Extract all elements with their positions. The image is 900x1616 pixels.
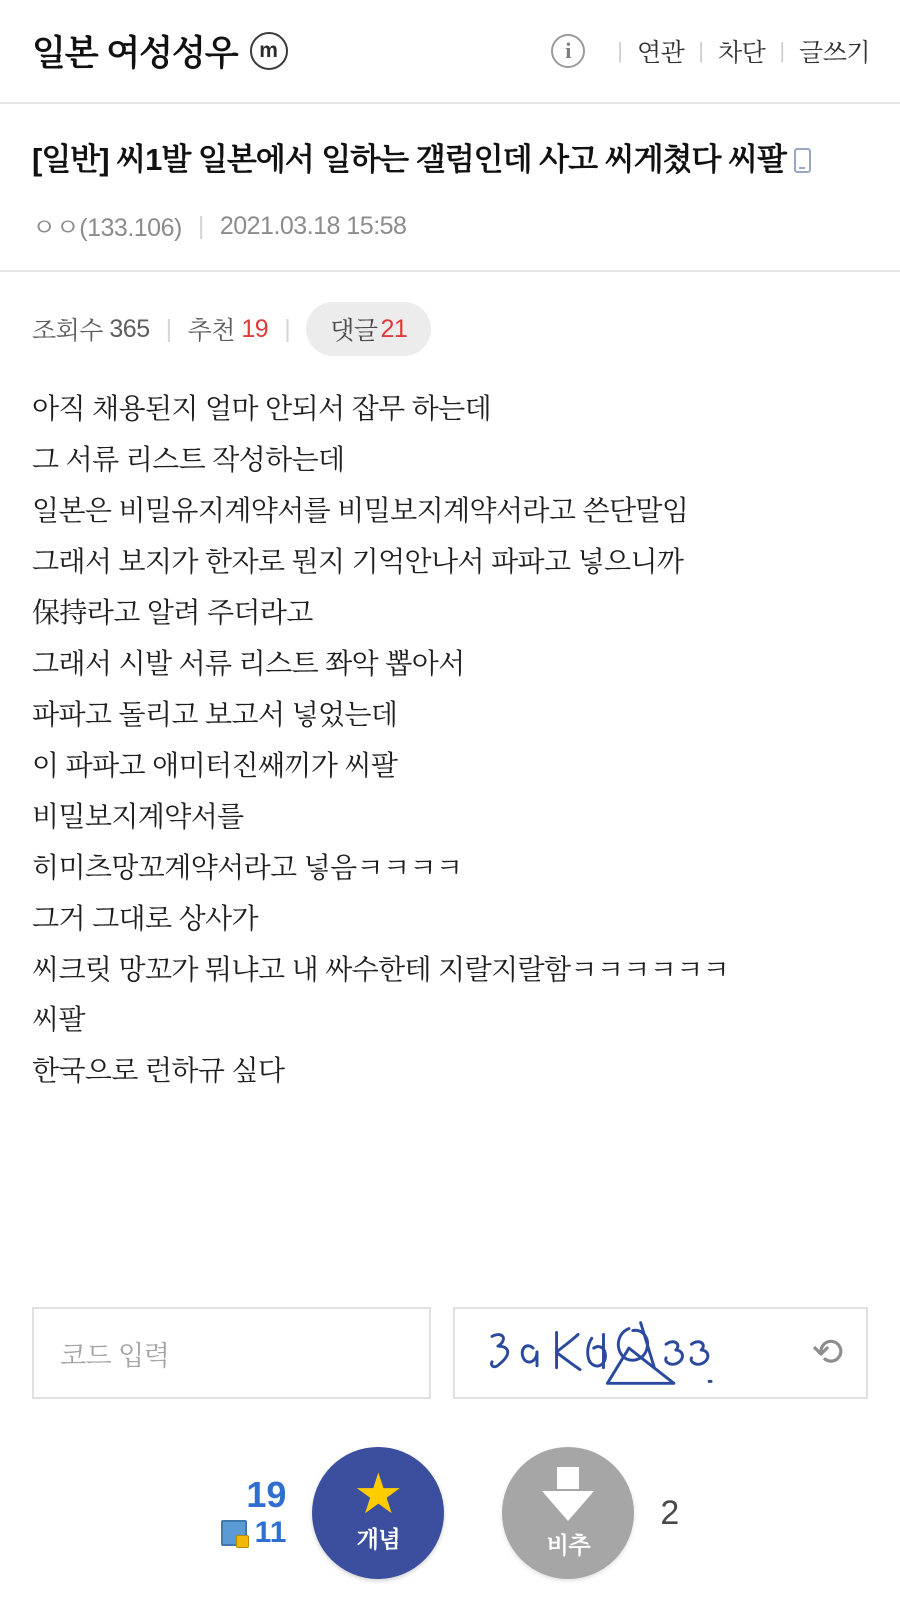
arrow-down-stem-icon [557,1467,579,1489]
post-meta [32,208,868,244]
arrow-down-icon [542,1491,594,1521]
header-link-related[interactable]: 연관 [636,39,685,67]
info-icon[interactable]: i [551,34,585,68]
fixed-vote-icon [221,1520,247,1546]
captcha-image-box [453,1307,868,1399]
post-line: 이 파파고 애미터진쌔끼가 씨팔 [32,749,398,781]
post-stats [0,272,900,366]
post-line: 그래서 시발 서류 리스트 쫘악 뽑아서 [32,647,465,679]
post-line: 파파고 돌리고 보고서 넣었는데 [32,698,398,730]
mobile-device-icon [794,148,811,173]
post-author[interactable]: ㅇㅇ(133.106) [32,214,182,243]
header-nav [551,33,870,69]
captcha-scribble-icon [475,1309,812,1397]
post-line: 히미츠망꼬계약서라고 넣음ㅋㅋㅋㅋ [32,851,463,883]
meta-separator: | [197,211,204,240]
upvote-button[interactable] [312,1447,444,1579]
captcha-image [475,1309,812,1397]
post-line: 일본은 비밀유지계약서를 비밀보지계약서라고 쓴단말임 [32,494,689,526]
downvote-label: 비추 [546,1531,591,1558]
comment-count-button[interactable] [306,302,431,356]
post-line: 아직 채용된지 얼마 안되서 잡무 하는데 [32,393,492,425]
stats-separator-1: | [165,314,172,343]
post-line: 그 서류 리스트 작성하는데 [32,443,345,475]
app-header [0,0,900,104]
vote-row [0,1447,900,1599]
stats-separator-2: | [284,314,291,343]
post-content [0,366,900,1097]
post-line: 保持라고 알려 주더라고 [32,596,313,628]
header-separator-1: | [617,38,623,63]
mobile-gallery-badge-icon: m [250,32,288,70]
gallery-name: 일본 여성성우 [32,34,238,73]
header-link-block[interactable]: 차단 [718,39,766,67]
gallery-title-block[interactable] [32,26,288,76]
post-datetime: 2021.03.18 15:58 [219,211,407,240]
views-label: 조회수 [32,317,103,346]
captcha-code-input[interactable] [32,1307,431,1399]
captcha-placeholder: 코드 입력 [60,1340,170,1371]
recommend-value: 19 [241,314,269,343]
post-line: 씨팔 [32,1004,85,1036]
upvote-counts [221,1476,287,1550]
header-link-write[interactable]: 글쓰기 [799,39,870,67]
header-separator-2: | [698,38,705,63]
post-line: 한국으로 런하규 싶다 [32,1055,285,1087]
post-line: 그래서 보지가 한자로 뭔지 기억안나서 파파고 넣으니까 [32,545,684,577]
header-separator-3: | [779,38,786,63]
post-title-text: [일반] 씨1발 일본에서 일하는 갤럼인데 사고 씨게쳤다 씨팔 [32,142,786,177]
recommend-label: 추천 [187,317,235,346]
upvote-count: 19 [246,1474,287,1516]
views-value: 365 [109,314,150,343]
captcha-row [0,1307,900,1399]
star-icon: ★ [353,1461,404,1525]
refresh-icon[interactable]: ⟳ [812,1332,844,1375]
comment-label: 댓글 [330,317,378,346]
fixed-vote-value: 11 [254,1516,287,1550]
upvote-label: 개념 [356,1526,401,1553]
post-line: 비밀보지계약서를 [32,800,244,832]
comment-value: 21 [380,314,408,343]
downvote-count: 2 [660,1493,680,1532]
post-header [0,104,900,272]
post-line: 그거 그대로 상사가 [32,902,258,934]
post-line: 씨크릿 망꼬가 뭐냐고 내 싸수한테 지랄지랄함ㅋㅋㅋㅋㅋㅋ [32,953,730,985]
fixed-vote-count [221,1516,287,1550]
downvote-button[interactable] [502,1447,634,1579]
page-title [32,138,868,182]
